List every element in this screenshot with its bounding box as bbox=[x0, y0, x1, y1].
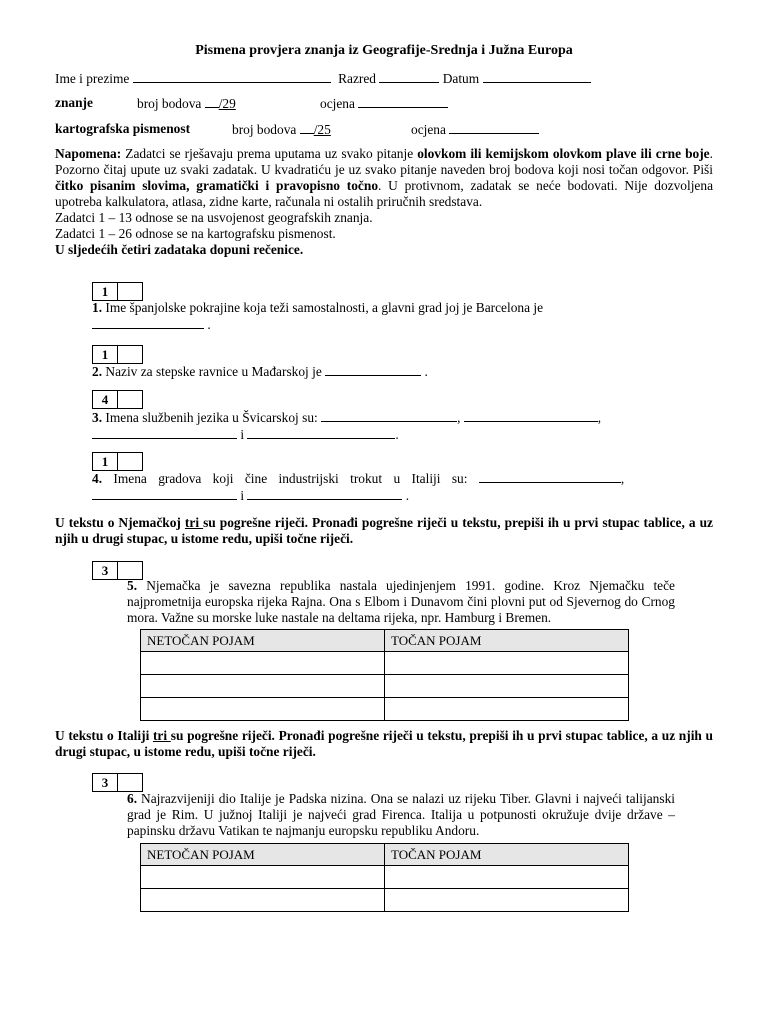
answer-q4-b[interactable] bbox=[92, 487, 237, 500]
points-box-q4: 1 bbox=[92, 452, 143, 471]
table-cell[interactable] bbox=[385, 675, 629, 698]
table-cell[interactable] bbox=[141, 698, 385, 721]
table-cell[interactable] bbox=[385, 698, 629, 721]
table-cell[interactable] bbox=[385, 652, 629, 675]
broj-bodova-label: broj bodova bbox=[137, 96, 202, 111]
note-line-1: Zadatci 1 – 13 odnose se na usvojenost geografskih znanja. bbox=[55, 210, 373, 225]
table-row bbox=[141, 889, 629, 912]
table-cell[interactable] bbox=[141, 866, 385, 889]
table-cell[interactable] bbox=[385, 889, 629, 912]
karto-ocjena bbox=[411, 121, 539, 138]
znanje-bodovi bbox=[137, 95, 236, 112]
points-box-q6: 3 bbox=[92, 773, 143, 792]
points-box-q3: 4 bbox=[92, 390, 143, 409]
razred-field[interactable] bbox=[379, 70, 439, 83]
table-row bbox=[141, 866, 629, 889]
broj-bodova-label-2: broj bodova bbox=[232, 122, 297, 137]
ocjena-label: ocjena bbox=[320, 96, 355, 111]
col-tocan: TOČAN POJAM bbox=[385, 630, 629, 652]
points-box-q1: 1 bbox=[92, 282, 143, 301]
karto-bodovi-value: /25 bbox=[313, 122, 331, 137]
ime-label: Ime i prezime bbox=[55, 71, 130, 86]
col-netocan: NETOČAN POJAM bbox=[141, 630, 385, 652]
table-cell[interactable] bbox=[385, 866, 629, 889]
razred-label: Razred bbox=[338, 71, 376, 86]
note-section bbox=[55, 146, 713, 258]
note-line-2: Zadatci 1 – 26 odnose se na kartografsku pismenost. bbox=[55, 226, 336, 241]
question-4: 4. Imena gradova koji čine industrijski trokut u Italiji su: , i . bbox=[92, 471, 625, 503]
score-cell-q1[interactable] bbox=[118, 283, 142, 300]
score-cell-q5[interactable] bbox=[118, 562, 142, 579]
znanje-label: znanje bbox=[55, 95, 93, 110]
answer-q2[interactable] bbox=[325, 363, 421, 376]
points-box-q5: 3 bbox=[92, 561, 143, 580]
note-paragraph: Napomena: Zadatci se rješavaju prema uputama uz svako pitanje olovkom ili kemijskom olovkom plave ili crne boje. Pozorno čitaj upute uz svaki zadatak. U kvadratiću je uz svako pitanje naveden broj bodova koji nosi točan odgovor. Piši čitko pisanim slovima, gramatički i pravopisno točno. U protivnom, zadatak se neće bodovati. Nije dozvoljena upotreba kalkulatora, atlasa, zidne karte, računala ni ostalih priručnih sredstava. bbox=[55, 146, 714, 209]
table-row bbox=[141, 675, 629, 698]
datum-label: Datum bbox=[442, 71, 480, 86]
table-row bbox=[141, 652, 629, 675]
question-5: 5. Njemačka je savezna republika nastala ujedinjenjem 1991. godine. Kroz Njemačku teče najprometnija europska rijeka Rajna. Ona s Elbom i Dunavom čini plovni put od Sjevernog do Crnog mora. Važne su morske luke nastale na deltama rijeka, npr. Hamburg i Bremen. bbox=[127, 578, 675, 625]
datum-field[interactable] bbox=[483, 70, 591, 83]
points-box-q2: 1 bbox=[92, 345, 143, 364]
answer-q3-d[interactable] bbox=[247, 426, 395, 439]
answer-q4-c[interactable] bbox=[247, 487, 402, 500]
instruction-3: U tekstu o Italiji tri su pogrešne riječi. Pronađi pogrešne riječi u tekstu, prepiši ih u prvi stupac tablice, a uz njih u drugi stupac, u istome redu, upiši točne riječi. bbox=[55, 728, 713, 759]
karto-bodovi bbox=[232, 121, 331, 138]
ocjena-field-2[interactable] bbox=[449, 121, 539, 134]
score-cell-q2[interactable] bbox=[118, 346, 142, 363]
ime-field[interactable] bbox=[133, 70, 331, 83]
col-netocan: NETOČAN POJAM bbox=[141, 844, 385, 866]
table-cell[interactable] bbox=[141, 652, 385, 675]
znanje-bodovi-value: /29 bbox=[218, 96, 236, 111]
question-3: 3. Imena službenih jezika u Švicarskoj su: , , i . bbox=[92, 410, 602, 442]
answer-q3-a[interactable] bbox=[321, 409, 457, 422]
answer-q3-c[interactable] bbox=[92, 426, 237, 439]
answer-table-q5 bbox=[140, 629, 629, 721]
answer-q1[interactable] bbox=[92, 316, 204, 329]
instruction-2: U tekstu o Njemačkoj tri su pogrešne riječi. Pronađi pogrešne riječi u tekstu, prepiši ih u prvi stupac tablice, a uz njih u drugi stupac, u istome redu, upiši točne riječi. bbox=[55, 515, 713, 546]
score-cell-q3[interactable] bbox=[118, 391, 142, 408]
karto-label: kartografska pismenost bbox=[55, 121, 191, 136]
ocjena-label-2: ocjena bbox=[411, 122, 446, 137]
instruction-1: U sljedećih četiri zadataka dopuni rečenice. bbox=[55, 242, 304, 257]
question-2: 2. Naziv za stepske ravnice u Mađarskoj je . bbox=[92, 364, 428, 379]
table-cell[interactable] bbox=[141, 675, 385, 698]
question-6: 6. Najrazvijeniji dio Italije je Padska nizina. Ona se nalazi uz rijeku Tiber. Glavni i najveći talijanski grad je Rim. U južnoj Italiji je najveći grad Firenca. Italija u potpunosti okružuje dvije države – papinsku državu Vatikan te najmanju europsku republiku Andoru. bbox=[127, 791, 675, 838]
score-cell-q4[interactable] bbox=[118, 453, 142, 470]
question-1: 1. Ime španjolske pokrajine koja teži samostalnosti, a glavni grad joj je Barcelona je . bbox=[92, 300, 544, 332]
znanje-ocjena bbox=[320, 95, 448, 112]
answer-table-q6 bbox=[140, 843, 629, 912]
table-cell[interactable] bbox=[141, 889, 385, 912]
col-tocan: TOČAN POJAM bbox=[385, 844, 629, 866]
answer-q4-a[interactable] bbox=[479, 470, 621, 483]
score-cell-q6[interactable] bbox=[118, 774, 142, 791]
page-title: Pismena provjera znanja iz Geografije-Srednja i Južna Europa bbox=[195, 43, 573, 58]
name-line bbox=[55, 70, 591, 87]
ocjena-field[interactable] bbox=[358, 95, 448, 108]
table-row bbox=[141, 698, 629, 721]
answer-q3-b[interactable] bbox=[464, 409, 598, 422]
